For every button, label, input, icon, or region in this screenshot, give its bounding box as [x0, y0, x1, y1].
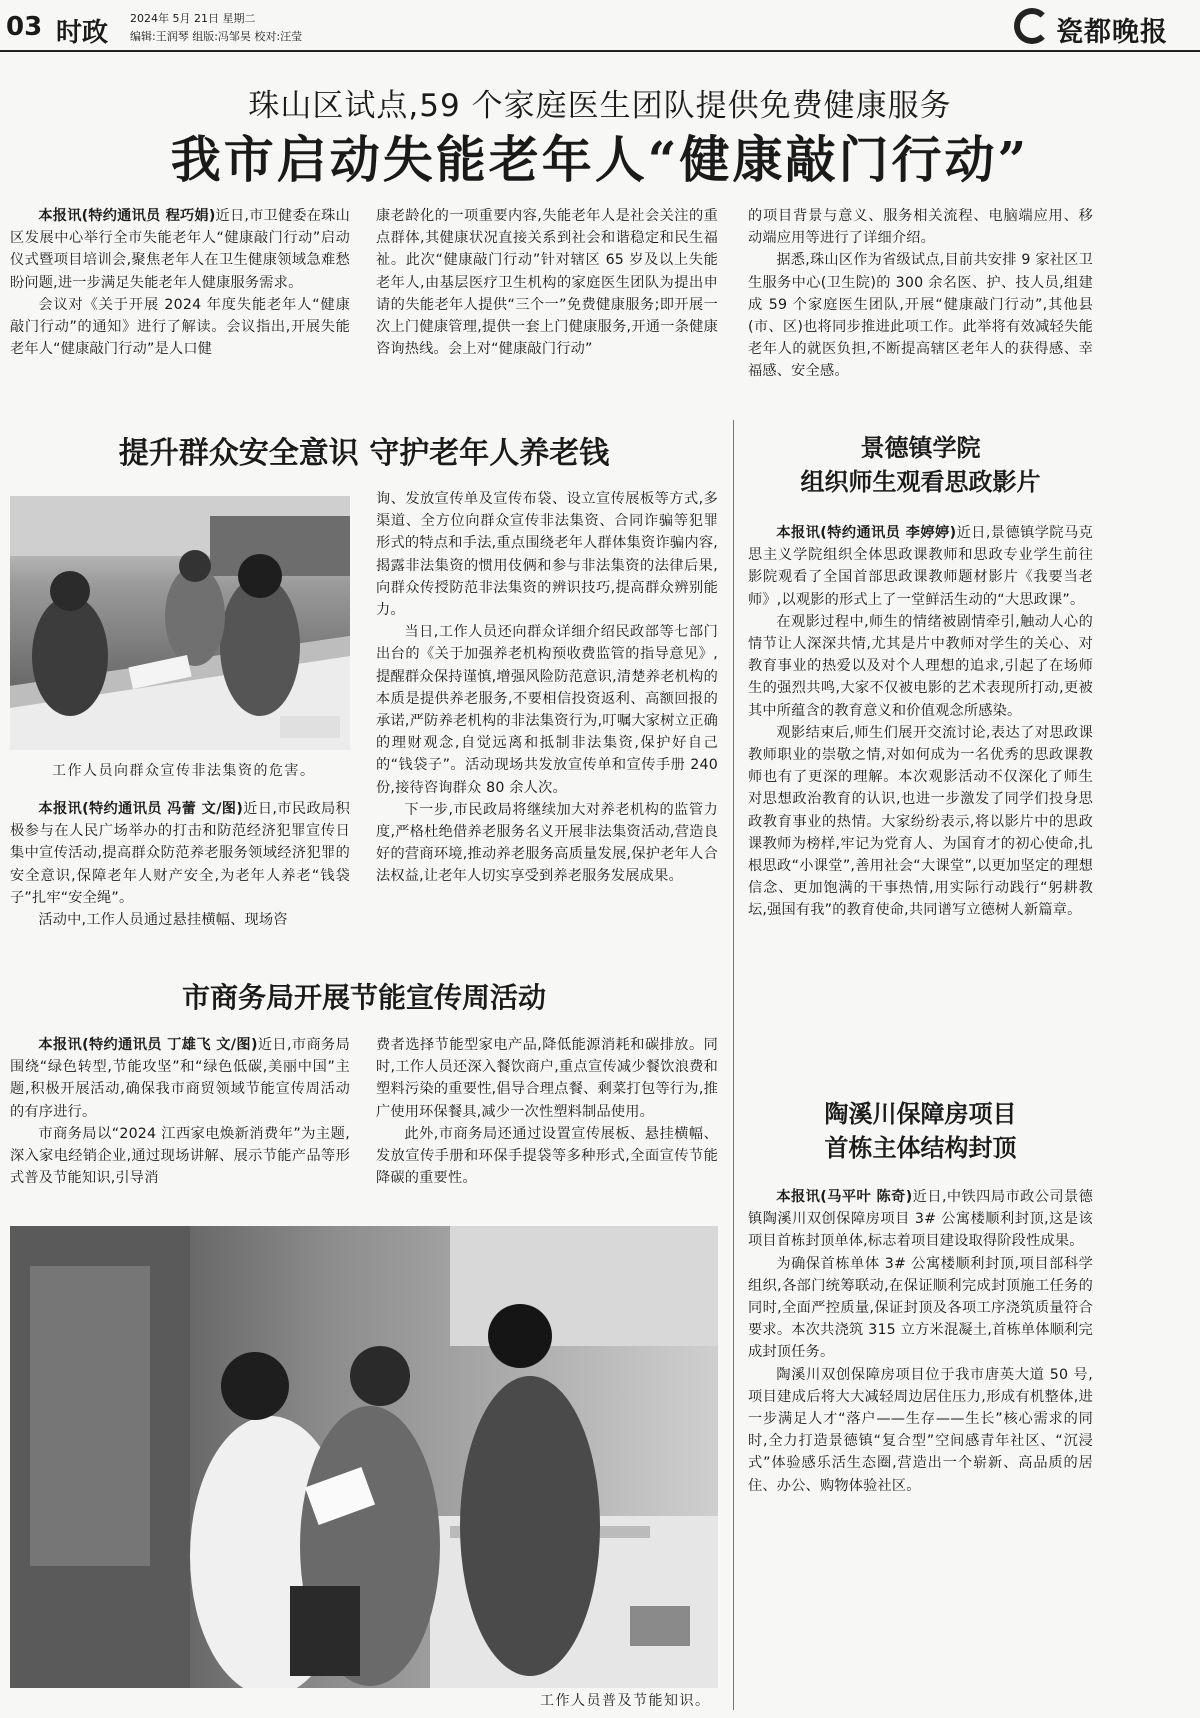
paragraph-text: 近日,市民政局积极参与在人民广场举办的打击和防范经济犯罪宣传日集中宣传活动,提高群众防范养老服务领域经济犯罪的安全意识,保障老年人财产安全,为老年人养老“钱袋子”扎牢“安全绳”。 [10, 801, 350, 906]
top-story-col1 [10, 205, 350, 405]
section-name: 时政 [56, 18, 109, 48]
pension-story-photo [10, 496, 350, 750]
paragraph [748, 249, 1093, 382]
paragraph-text: 近日,景德镇学院马克思主义学院组织全体思政课教师和思政专业学生前往影院观看了全国首部思政课教师题材影片《我要当老师》,以观影的形式上了一堂鲜活生动的“大思政课”。 [748, 525, 1093, 608]
page-number: 03 [6, 12, 43, 42]
top-story-col3 [748, 205, 1093, 405]
paragraph-text: 在观影过程中,师生的情绪被剧情牵引,触动人心的情节让人深深共情,尤其是片中教师对学生的关心、对教育事业的热爱以及对个人理想的追求,引起了在场师生的强烈共鸣,大家不仅被电影的艺术表现所打动,更被其中所蕴含的教育意义和价值观念所感染。 [748, 613, 1093, 719]
pension-story-col2 [376, 488, 718, 968]
photo-staff-with-customer [10, 1226, 718, 1688]
paragraph [748, 205, 1093, 249]
paragraph-text: 活动中,工作人员通过悬挂横幅、现场咨 [38, 912, 288, 929]
paragraph-text: 近日,中铁四局市政公司景德镇陶溪川双创保障房项目 3# 公寓楼顺利封顶,这是该项目首栋封顶单体,标志着项目建设取得阶段性成果。 [748, 1189, 1093, 1250]
byline: 本报讯(马平叶 陈奇) [776, 1189, 913, 1205]
pension-story-col1 [10, 798, 350, 968]
byline: 本报讯(特约通讯员 程巧娟) [38, 208, 216, 224]
top-story-subtitle: 珠山区试点,59 个家庭医生团队提供免费健康服务 [248, 88, 952, 124]
paragraph [748, 1253, 1093, 1364]
header-divider [0, 50, 1200, 52]
byline: 本报讯(特约通讯员 丁雄飞 文/图) [38, 1037, 258, 1053]
paragraph-text: 陶溪川双创保障房项目位于我市唐英大道 50 号,项目建成后将大大减轻周边居住压力,形成有机整体,进一步满足人才“落户——生存——生长”核心需求的同时,全力打造景德镇“复合型”空间感青年社区、“沉浸式”体验感乐活生态圈,营造出一个崭新、高品质的居住、办公、购物体验社区。 [748, 1366, 1093, 1494]
paragraph [376, 799, 718, 888]
paragraph [376, 205, 718, 360]
paragraph-text: 市商务局以“2024 江西家电焕新消费年”为主题,深入家电经销企业,通过现场讲解、展示节能产品等形式普及节能知识,引导消 [10, 1125, 350, 1187]
paragraph-text: 此外,市商务局还通过设置宣传展板、悬挂横幅、发放宣传手册和环保手提袋等多种形式,全面宣传节能降碳的重要性。 [376, 1125, 718, 1187]
housing-story-body [748, 1186, 1093, 1711]
paragraph [10, 1123, 350, 1190]
newspaper-logo [1014, 6, 1184, 48]
paragraph [748, 1186, 1093, 1253]
photo-people-at-booth [10, 496, 350, 750]
paragraph-text: 近日,市卫健委在珠山区发展中心举行全市失能老年人“健康敲门行动”启动仪式暨项目培训会,聚焦老年人在卫生健康领域急难愁盼问题,进一步满足失能老年人健康服务需求。 [10, 208, 350, 291]
paragraph [376, 488, 718, 621]
paragraph-text: 的项目背景与意义、服务相关流程、电脑端应用、移动端应用等进行了详细介绍。 [748, 208, 1093, 247]
energy-story-photo [10, 1226, 718, 1688]
college-story-title-line2: 组织师生观看思政影片 [800, 467, 1041, 496]
paragraph [748, 722, 1093, 922]
paragraph [376, 1034, 718, 1123]
byline: 本报讯(特约通讯员 李婷婷) [776, 525, 957, 541]
paragraph-text: 当日,工作人员还向群众详细介绍民政部等七部门出台的《关于加强养老机构预收费监管的指导意见》,提醒群众保持谨慎,增强风险防范意识,清楚养老机构的本质是提供养老服务,不要相信投资返利、高额回报的承诺,严防养老机构的非法集资行为,叮嘱大家树立正确的理财观念,自觉远离和抵制非法集资,保护好自己的“钱袋子”。活动现场共发放宣传单和宣传手册 240 份,接待咨询群众 80 余人次。 [376, 624, 718, 796]
housing-story-title-line2: 首栋主体结构封顶 [824, 1133, 1017, 1162]
college-story-body [748, 522, 1093, 1052]
energy-story-title: 市商务局开展节能宣传周活动 [181, 981, 546, 1014]
pension-story-title: 提升群众安全意识 守护老年人养老钱 [118, 436, 610, 471]
housing-story-title-line1: 陶溪川保障房项目 [824, 1099, 1017, 1128]
college-story-title-line1: 景德镇学院 [860, 433, 981, 462]
paragraph-text: 康老龄化的一项重要内容,失能老年人是社会关注的重点群体,其健康状况直接关系到社会和谐稳定和民生福祉。此次“健康敲门行动”针对辖区 65 岁及以上失能老年人,由基层医疗卫生机构的家庭医生团队为提出申请的失能老年人提供“三个一”免费健康服务;即开展一次上门健康管理,提供一套上门健康服务,开通一条健康咨询热线。会上对“健康敲门行动” [376, 208, 718, 358]
paragraph [10, 1034, 350, 1123]
paragraph [748, 522, 1093, 611]
top-story-title: 我市启动失能老年人“健康敲门行动” [170, 130, 1030, 189]
issue-date: 2024年 5月 21日 星期二 [130, 12, 256, 25]
paragraph-text: 会议对《关于开展 2024 年度失能老年人“健康敲门行动”的通知》进行了解读。会议指出,开展失能老年人“健康敲门行动”是人口健 [10, 296, 350, 358]
byline: 本报讯(特约通讯员 冯蕾 文/图) [38, 801, 244, 817]
paragraph-text: 询、发放宣传单及宣传布袋、设立宣传展板等方式,多渠道、全方位向群众宣传非法集资、合同诈骗等犯罪形式的特点和手法,重点围绕老年人群体集资诈骗内容,揭露非法集资的惯用伎俩和参与非法集资的法律后果,向群众传授防范非法集资的辨识技巧,提高群众辨别能力。 [376, 491, 718, 619]
logo-mark-icon [1014, 8, 1050, 44]
energy-photo-caption: 工作人员普及节能知识。 [540, 1693, 711, 1709]
paragraph [376, 621, 718, 799]
paragraph [10, 798, 350, 909]
paragraph-text: 下一步,市民政局将继续加大对养老机构的监管力度,严格杜绝借养老服务名义开展非法集资活动,营造良好的营商环境,推动养老服务高质量发展,保护老年人合法权益,让老年人切实享受到养老服务发展成果。 [376, 801, 718, 885]
column-divider [733, 420, 734, 1710]
paragraph-text: 近日,市商务局围绕“绿色转型,节能攻坚”和“绿色低碳,美丽中国”主题,积极开展活动,确保我市商贸领域节能宣传周活动的有序进行。 [10, 1037, 350, 1120]
paragraph-text: 观影结束后,师生们展开交流讨论,表达了对思政课教师职业的崇敬之情,对如何成为一名优秀的思政课教师也有了更深的理解。本次观影活动不仅深化了师生对思想政治教育的认识,也进一步激发了同学们投身思政教育事业的热情。大家纷纷表示,将以影片中的思政课教师为榜样,牢记为党育人、为国育才的初心使命,扎根思政“小课堂”,善用社会“大课堂”,以更加坚定的理想信念、更加饱满的干事热情,用实际行动践行“躬耕教坛,强国有我”的教育使命,共同谱写立德树人新篇章。 [748, 724, 1093, 919]
paragraph-text: 据悉,珠山区作为省级试点,目前共安排 9 家社区卫生服务中心(卫生院)的 300 余名医、护、技人员,组建成 59 个家庭医生团队,开展“健康敲门行动”,其他县(市、区)也将同步推进此项工作。此举将有效减轻失能老年人的就医负担,不断提高辖区老年人的获得感、幸福感、安全感。 [748, 252, 1093, 380]
editors-line: 编辑:王润琴 组版:冯邹昊 校对:汪莹 [130, 30, 303, 43]
energy-story-col1 [10, 1034, 350, 1214]
pension-photo-caption: 工作人员向群众宣传非法集资的危害。 [52, 763, 316, 779]
newspaper-name: 瓷都晚报 [1056, 17, 1168, 48]
paragraph [10, 205, 350, 294]
paragraph [10, 909, 350, 931]
energy-story-col2 [376, 1034, 718, 1214]
top-story-col2 [376, 205, 718, 405]
paragraph [376, 1123, 718, 1190]
paragraph [10, 294, 350, 361]
paragraph-text: 费者选择节能型家电产品,降低能源消耗和碳排放。同时,工作人员还深入餐饮商户,重点宣传减少餐饮浪费和塑料污染的重要性,倡导合理点餐、剩菜打包等行为,推广使用环保餐具,减少一次性塑料制品使用。 [376, 1037, 718, 1120]
paragraph [748, 1364, 1093, 1497]
paragraph-text: 为确保首栋单体 3# 公寓楼顺利封顶,项目部科学组织,各部门统筹联动,在保证顺利完成封顶施工任务的同时,全面严控质量,保证封顶及各项工序浇筑质量符合要求。本次共浇筑 315 立方米混凝土,首栋单体顺利完成封顶任务。 [748, 1255, 1093, 1361]
paragraph [748, 611, 1093, 722]
